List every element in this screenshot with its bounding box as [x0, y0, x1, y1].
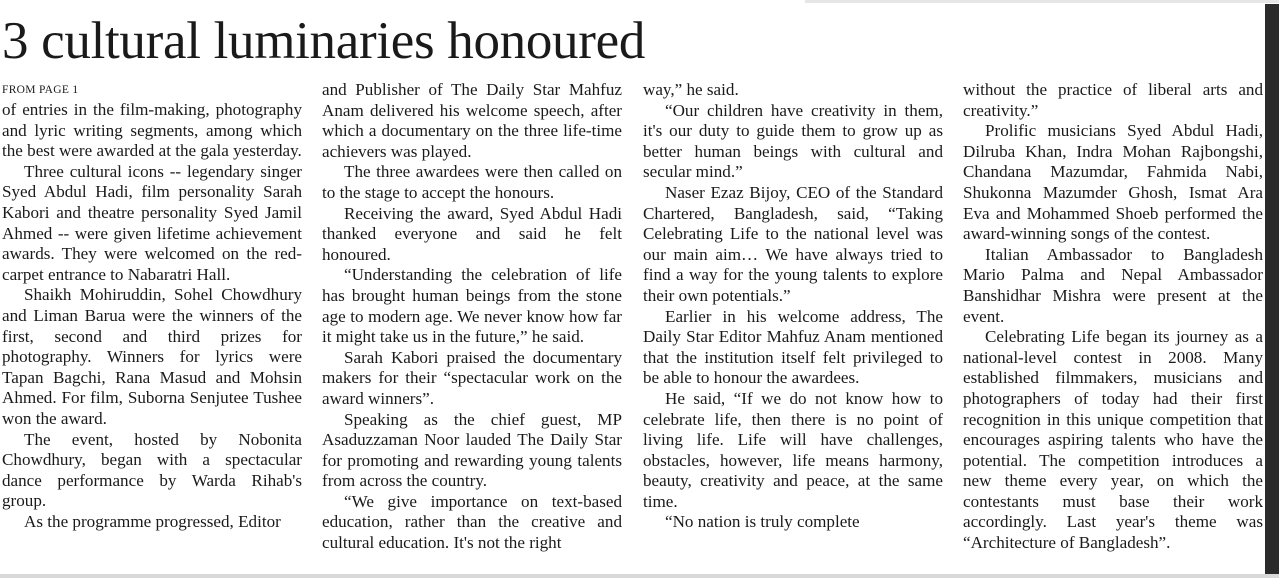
- paragraph: Naser Ezaz Bijoy, CEO of the Standard Chartered, Bangladesh, said, “Taking Celebrating Life to the national level was our main aim… We have always tried to find a way for the young talents to explore their own potentials.”: [643, 182, 943, 305]
- paragraph: “No nation is truly complete: [665, 512, 860, 532]
- paragraph: As the programme progressed, Editor: [24, 511, 281, 531]
- paragraph: Prolific musicians Syed Abdul Hadi, Dilruba Khan, Indra Mohan Rajbongshi, Chandana Mazumdar, Fahmida Nabi, Shukonna Mazumder Ghosh, Ismat Ara Eva and Mohammed Shoeb performed the award-winning songs of the contest.: [963, 121, 1263, 244]
- paragraph: The three awardees were then called on to the stage to accept the honours.: [322, 162, 622, 202]
- headline: 3 cultural luminaries honoured: [2, 12, 646, 70]
- paragraph: Sarah Kabori praised the documentary makers for their “spectacular work on the award winners”.: [322, 347, 622, 408]
- paragraph: “We give importance on text-based education, rather than the creative and cultural education. It's not the right: [322, 491, 622, 553]
- paragraph: Receiving the award, Syed Abdul Hadi thanked everyone and said he felt honoured.: [322, 203, 622, 264]
- continuation-kicker: FROM PAGE 1: [2, 84, 79, 96]
- paragraph: and Publisher of The Daily Star Mahfuz Anam delivered his welcome speech, after which a documentary on the three life-time achievers was played.: [322, 80, 622, 161]
- paragraph: “Understanding the celebration of life has brought human beings from the stone age to modern age. We never know how far it might take us in the future,” he said.: [322, 265, 622, 347]
- paragraph: Celebrating Life began its journey as a national-level contest in 2008. Many established filmmakers, musicians and photographers of today had their first recognition in this unique competition that encourages aspiring talents who have the potential. The competition introduces a new theme every year, on which the contestants must base their work accordingly. Last year's theme was “Architecture of Bangladesh”.: [963, 327, 1263, 553]
- top-rule: [805, 0, 1279, 3]
- paragraph: Italian Ambassador to Bangladesh Mario Palma and Nepal Ambassador Banshidhar Mishra were present at the event.: [963, 244, 1263, 326]
- bottom-rule: [0, 574, 1279, 578]
- paragraph: way,” he said.: [643, 80, 739, 99]
- page-edge-bar: [1265, 4, 1279, 578]
- article-column-3: [643, 80, 943, 533]
- paragraph: “Our children have creativity in them, it's our duty to guide them to grow up as better human beings with cultural and secular mind.”: [643, 100, 943, 182]
- paragraph: The event, hosted by Nobonita Chowdhury, began with a spectacular dance performance by Warda Rihab's group.: [2, 429, 302, 511]
- paragraph: Earlier in his welcome address, The Daily Star Editor Mahfuz Anam mentioned that the institution itself felt privileged to be able to honour the awardees.: [643, 306, 943, 388]
- paragraph: of entries in the film-making, photography and lyric writing segments, among which the best were awarded at the gala yesterday.: [2, 100, 302, 161]
- paragraph: He said, “If we do not know how to celebrate life, then there is no point of living life. Life will have challenges, obstacles, however, life means harmony, beauty, creativity and peace, at the same time.: [643, 388, 943, 511]
- paragraph: without the practice of liberal arts and creativity.”: [963, 80, 1263, 120]
- paragraph: Three cultural icons -- legendary singer Syed Abdul Hadi, film personality Sarah Kabori and theatre personality Syed Jamil Ahmed -- were given lifetime achievement awards. They were welcomed on the red-carpet entrance to Nabaratri Hall.: [2, 161, 302, 284]
- paragraph: Speaking as the chief guest, MP Asaduzzaman Noor lauded The Daily Star for promoting and rewarding young talents from across the country.: [322, 409, 622, 491]
- article-column-4: [963, 80, 1263, 554]
- article-column-2: [322, 80, 622, 554]
- paragraph: Shaikh Mohiruddin, Sohel Chowdhury and Liman Barua were the winners of the first, second and third prizes for photography. Winners for lyrics were Tapan Bagchi, Rana Masud and Mohsin Ahmed. For film, Suborna Senjutee Tushee won the award.: [2, 285, 302, 428]
- article-column-1: [2, 80, 302, 532]
